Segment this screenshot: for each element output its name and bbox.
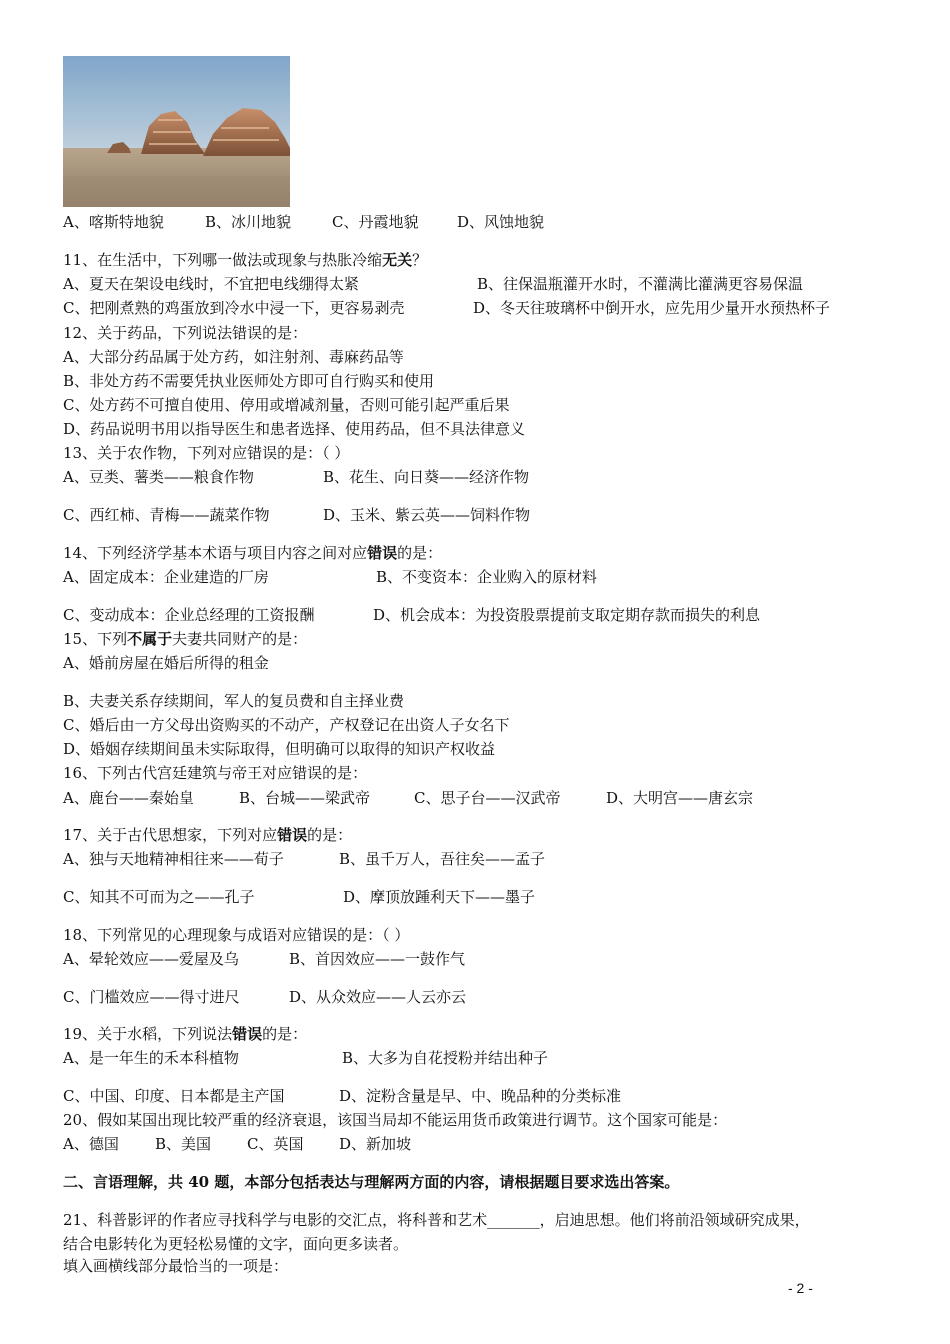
q10-option-a[interactable]: A、喀斯特地貌 bbox=[63, 213, 164, 231]
q12-option-c[interactable]: C、处方药不可擅自使用、停用或增减剂量，否则可能引起严重后果 bbox=[63, 396, 510, 414]
q19-option-c[interactable]: C、中国、印度、日本都是主产国 bbox=[63, 1087, 285, 1105]
q15-option-c[interactable]: C、婚后由一方父母出资购买的不动产，产权登记在出资人子女名下 bbox=[63, 716, 510, 734]
q13-option-b[interactable]: B、花生、向日葵——经济作物 bbox=[323, 468, 530, 486]
q19-option-d[interactable]: D、淀粉含量是早、中、晚品种的分类标准 bbox=[339, 1087, 622, 1105]
section2-heading: 二、言语理解，共 40 题，本部分包括表达与理解两方面的内容，请根据题目要求选出答案。 bbox=[63, 1173, 680, 1191]
q12-option-d[interactable]: D、药品说明书用以指导医生和患者选择、使用药品，但不具法律意义 bbox=[63, 420, 526, 438]
q10-option-b[interactable]: B、冰川地貌 bbox=[205, 213, 292, 231]
q14-option-b[interactable]: B、不变资本：企业购入的原材料 bbox=[376, 568, 598, 586]
q20-stem: 20、假如某国出现比较严重的经济衰退，该国当局却不能运用货币政策进行调节。这个国家可能是： bbox=[63, 1111, 728, 1129]
q10-option-d[interactable]: D、风蚀地貌 bbox=[457, 213, 545, 231]
q18-option-a[interactable]: A、晕轮效应——爱屋及乌 bbox=[63, 950, 239, 968]
q17-stem: 17、关于古代思想家，下列对应错误的是： bbox=[63, 826, 353, 844]
q18-stem: 18、下列常见的心理现象与成语对应错误的是：（ ） bbox=[63, 926, 410, 944]
q14-option-d[interactable]: D、机会成本：为投资股票提前支取定期存款而损失的利息 bbox=[373, 606, 761, 624]
q13-option-a[interactable]: A、豆类、薯类——粮食作物 bbox=[63, 468, 254, 486]
q14-stem: 14、下列经济学基本术语与项目内容之间对应错误的是： bbox=[63, 544, 443, 562]
q20-option-a[interactable]: A、德国 bbox=[63, 1135, 119, 1153]
q21-prompt: 填入画横线部分最恰当的一项是： bbox=[63, 1257, 289, 1275]
q15-option-b[interactable]: B、夫妻关系存续期间，军人的复员费和自主择业费 bbox=[63, 692, 405, 710]
q20-option-d[interactable]: D、新加坡 bbox=[339, 1135, 412, 1153]
q11-option-a[interactable]: A、夏天在架设电线时，不宜把电线绷得太紧 bbox=[63, 275, 359, 293]
q21-stem-line1: 21、科普影评的作者应寻找科学与电影的交汇点，将科普和艺术_______，启迪思想。他们将前沿领域研究成果， bbox=[63, 1211, 810, 1229]
q11-option-c[interactable]: C、把刚煮熟的鸡蛋放到冷水中浸一下，更容易剥壳 bbox=[63, 299, 405, 317]
q12-option-b[interactable]: B、非处方药不需要凭执业医师处方即可自行购买和使用 bbox=[63, 372, 435, 390]
q14-option-c[interactable]: C、变动成本：企业总经理的工资报酬 bbox=[63, 606, 315, 624]
q12-option-a[interactable]: A、大部分药品属于处方药，如注射剂、毒麻药品等 bbox=[63, 348, 404, 366]
q15-option-d[interactable]: D、婚姻存续期间虽未实际取得，但明确可以取得的知识产权收益 bbox=[63, 740, 496, 758]
q16-option-c[interactable]: C、思子台——汉武帝 bbox=[414, 789, 561, 807]
q19-option-b[interactable]: B、大多为自花授粉并结出种子 bbox=[342, 1049, 549, 1067]
q18-option-b[interactable]: B、首因效应——一鼓作气 bbox=[289, 950, 466, 968]
page-number: - 2 - bbox=[788, 1280, 813, 1296]
q17-option-a[interactable]: A、独与天地精神相往来——荀子 bbox=[63, 850, 284, 868]
q18-option-d[interactable]: D、从众效应——人云亦云 bbox=[289, 988, 467, 1006]
desert-landform-photo bbox=[63, 56, 290, 207]
q20-option-b[interactable]: B、美国 bbox=[155, 1135, 212, 1153]
q17-option-d[interactable]: D、摩顶放踵利天下——墨子 bbox=[343, 888, 536, 906]
q16-option-b[interactable]: B、台城——梁武帝 bbox=[239, 789, 371, 807]
q16-option-d[interactable]: D、大明宫——唐玄宗 bbox=[606, 789, 754, 807]
q11-option-d[interactable]: D、冬天往玻璃杯中倒开水，应先用少量开水预热杯子 bbox=[473, 299, 831, 317]
q17-option-b[interactable]: B、虽千万人，吾往矣——孟子 bbox=[339, 850, 546, 868]
q20-option-c[interactable]: C、英国 bbox=[247, 1135, 304, 1153]
q16-option-a[interactable]: A、鹿台——秦始皇 bbox=[63, 789, 194, 807]
q15-stem: 15、下列不属于夫妻共同财产的是： bbox=[63, 630, 308, 648]
q17-option-c[interactable]: C、知其不可而为之——孔子 bbox=[63, 888, 255, 906]
q13-option-d[interactable]: D、玉米、紫云英——饲料作物 bbox=[323, 506, 531, 524]
q12-stem: 12、关于药品，下列说法错误的是： bbox=[63, 324, 308, 342]
q13-option-c[interactable]: C、西红柿、青梅——蔬菜作物 bbox=[63, 506, 270, 524]
q18-option-c[interactable]: C、门槛效应——得寸进尺 bbox=[63, 988, 240, 1006]
q10-option-c[interactable]: C、丹霞地貌 bbox=[332, 213, 419, 231]
q19-option-a[interactable]: A、是一年生的禾本科植物 bbox=[63, 1049, 239, 1067]
q21-stem-line2: 结合电影转化为更轻松易懂的文字，面向更多读者。 bbox=[63, 1235, 409, 1253]
q19-stem: 19、关于水稻，下列说法错误的是： bbox=[63, 1025, 308, 1043]
q11-option-b[interactable]: B、往保温瓶灌开水时，不灌满比灌满更容易保温 bbox=[477, 275, 804, 293]
q13-stem: 13、关于农作物，下列对应错误的是：（ ） bbox=[63, 444, 350, 462]
q14-option-a[interactable]: A、固定成本：企业建造的厂房 bbox=[63, 568, 269, 586]
q16-stem: 16、下列古代宫廷建筑与帝王对应错误的是： bbox=[63, 764, 368, 782]
q15-option-a[interactable]: A、婚前房屋在婚后所得的租金 bbox=[63, 654, 269, 672]
q11-stem: 11、在生活中，下列哪一做法或现象与热胀冷缩无关？ bbox=[63, 251, 428, 269]
